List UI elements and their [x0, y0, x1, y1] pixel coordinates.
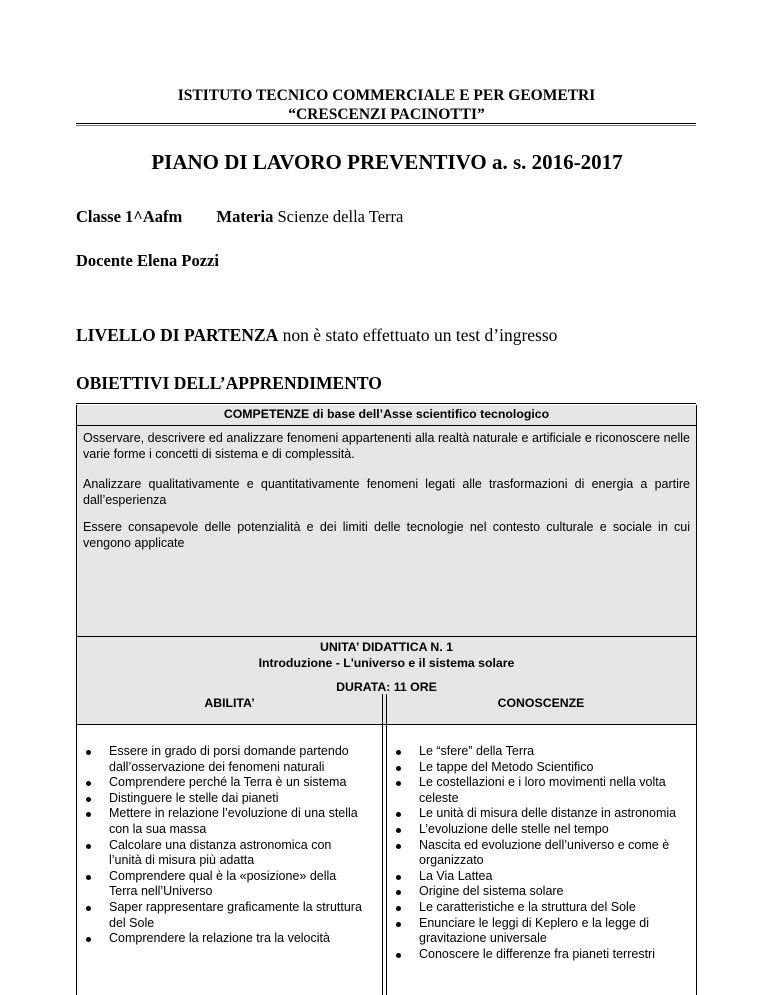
bullet-icon — [86, 797, 91, 802]
unita-title — [77, 639, 696, 671]
bullet-icon — [86, 937, 91, 942]
durata-section — [77, 680, 696, 725]
bullet-icon — [396, 828, 401, 833]
unita-durata: DURATA: 11 ORE — [336, 680, 437, 694]
competenza-paragraph: Osservare, descrivere ed analizzare fenomeni appartenenti alla realtà naturale e artificiale e riconoscere nelle varie forme i concetti di sistema e di complessità. — [83, 431, 690, 461]
competenza-paragraph: Analizzare qualitativamente e quantitativamente fenomeni legati alle trasformazioni di energia a partire dall’esperienza — [83, 477, 690, 507]
list-item: Le unità di misura delle distanze in astronomia — [387, 806, 692, 822]
bullet-icon — [86, 906, 91, 911]
list-item: Comprendere qual è la «posizione» della Terra nell’Universo — [77, 869, 367, 900]
competenze-section — [77, 405, 696, 637]
bullet-icon — [396, 844, 401, 849]
objectives-table — [76, 405, 697, 995]
institute-header — [78, 86, 695, 124]
institute-school-name: “CRESCENZI PACINOTTI” — [288, 106, 485, 123]
livello-line — [76, 325, 557, 346]
bullet-icon — [396, 890, 401, 895]
competenze-title: COMPETENZE di base dell’Asse scientifico tecnologico — [223, 407, 550, 421]
unita-number: UNITA’ DIDATTICA N. 1 — [320, 640, 453, 654]
unita-section — [77, 637, 696, 680]
list-item: Mettere in relazione l’evoluzione di una stella con la sua massa — [77, 806, 367, 837]
institute-name: ISTITUTO TECNICO COMMERCIALE E PER GEOMETRI — [177, 87, 596, 104]
list-item: Le tappe del Metodo Scientifico — [387, 760, 692, 776]
list-item: Conoscere le differenze fra pianeti terrestri — [387, 947, 692, 963]
list-item: Essere in grado di porsi domande partendo dall’osservazione dei fenomeni naturali — [77, 744, 367, 775]
list-item: Distinguere le stelle dai pianeti — [77, 791, 367, 807]
header-divider — [76, 123, 696, 126]
list-item: Le costellazioni e i loro movimenti nella volta celeste — [387, 775, 692, 806]
list-item: Le “sfere” della Terra — [387, 744, 692, 760]
bullet-icon — [86, 844, 91, 849]
bullet-icon — [396, 922, 401, 927]
livello-value: non è stato effettuato un test d’ingresso — [282, 325, 558, 345]
competenze-title-divider — [77, 425, 696, 426]
bullet-icon — [396, 766, 401, 771]
list-item: Le caratteristiche e la struttura del Sole — [387, 900, 692, 916]
table-top-border — [76, 403, 696, 404]
docente-label: Docente — [76, 251, 133, 270]
abilita-list — [77, 744, 367, 947]
obiettivi-heading: OBIETTIVI DELL’APPRENDIMENTO — [76, 373, 382, 393]
list-item: La Via Lattea — [387, 869, 692, 885]
page-title: PIANO DI LAVORO PREVENTIVO a. s. 2016-2017 — [151, 150, 623, 174]
column-header-separator — [382, 694, 387, 724]
list-item: Calcolare una distanza astronomica con l’unità di misura più adatta — [77, 838, 367, 869]
docente-value: Elena Pozzi — [136, 251, 219, 270]
bullet-icon — [396, 906, 401, 911]
list-item: Comprendere la relazione tra la velocità — [77, 931, 367, 947]
livello-label: LIVELLO DI PARTENZA — [76, 325, 279, 345]
abilita-column-header: ABILITA’ — [204, 696, 255, 710]
materia-value: Scienze della Terra — [277, 207, 404, 226]
list-item: Nascita ed evoluzione dell’universo e come è organizzato — [387, 838, 692, 869]
docente-line — [76, 251, 219, 271]
bullet-icon — [86, 781, 91, 786]
competenza-paragraph: Essere consapevole delle potenzialità e dei limiti delle tecnologie nel contesto culturale e sociale in cui vengono applicate — [83, 520, 690, 550]
bullet-icon — [86, 875, 91, 880]
unita-topic: Introduzione - L'universo e il sistema solare — [258, 656, 515, 670]
conoscenze-list — [387, 744, 692, 962]
bullet-icon — [86, 750, 91, 755]
list-item: L’evoluzione delle stelle nel tempo — [387, 822, 692, 838]
conoscenze-column-header: CONOSCENZE — [497, 696, 585, 710]
bullet-icon — [396, 781, 401, 786]
classe-materia-line — [76, 207, 403, 227]
bullet-icon — [396, 750, 401, 755]
bullet-icon — [396, 875, 401, 880]
list-item: Origine del sistema solare — [387, 884, 692, 900]
classe-value: 1^Aafm — [125, 207, 183, 226]
bullet-icon — [396, 812, 401, 817]
list-item: Comprendere perché la Terra è un sistema — [77, 775, 367, 791]
list-item: Enunciare le leggi di Keplero e la legge di gravitazione universale — [387, 916, 692, 947]
list-item: Saper rappresentare graficamente la struttura del Sole — [77, 900, 367, 931]
bullet-icon — [396, 953, 401, 958]
bullet-icon — [86, 812, 91, 817]
materia-label: Materia — [216, 207, 274, 226]
classe-label: Classe — [76, 207, 121, 226]
